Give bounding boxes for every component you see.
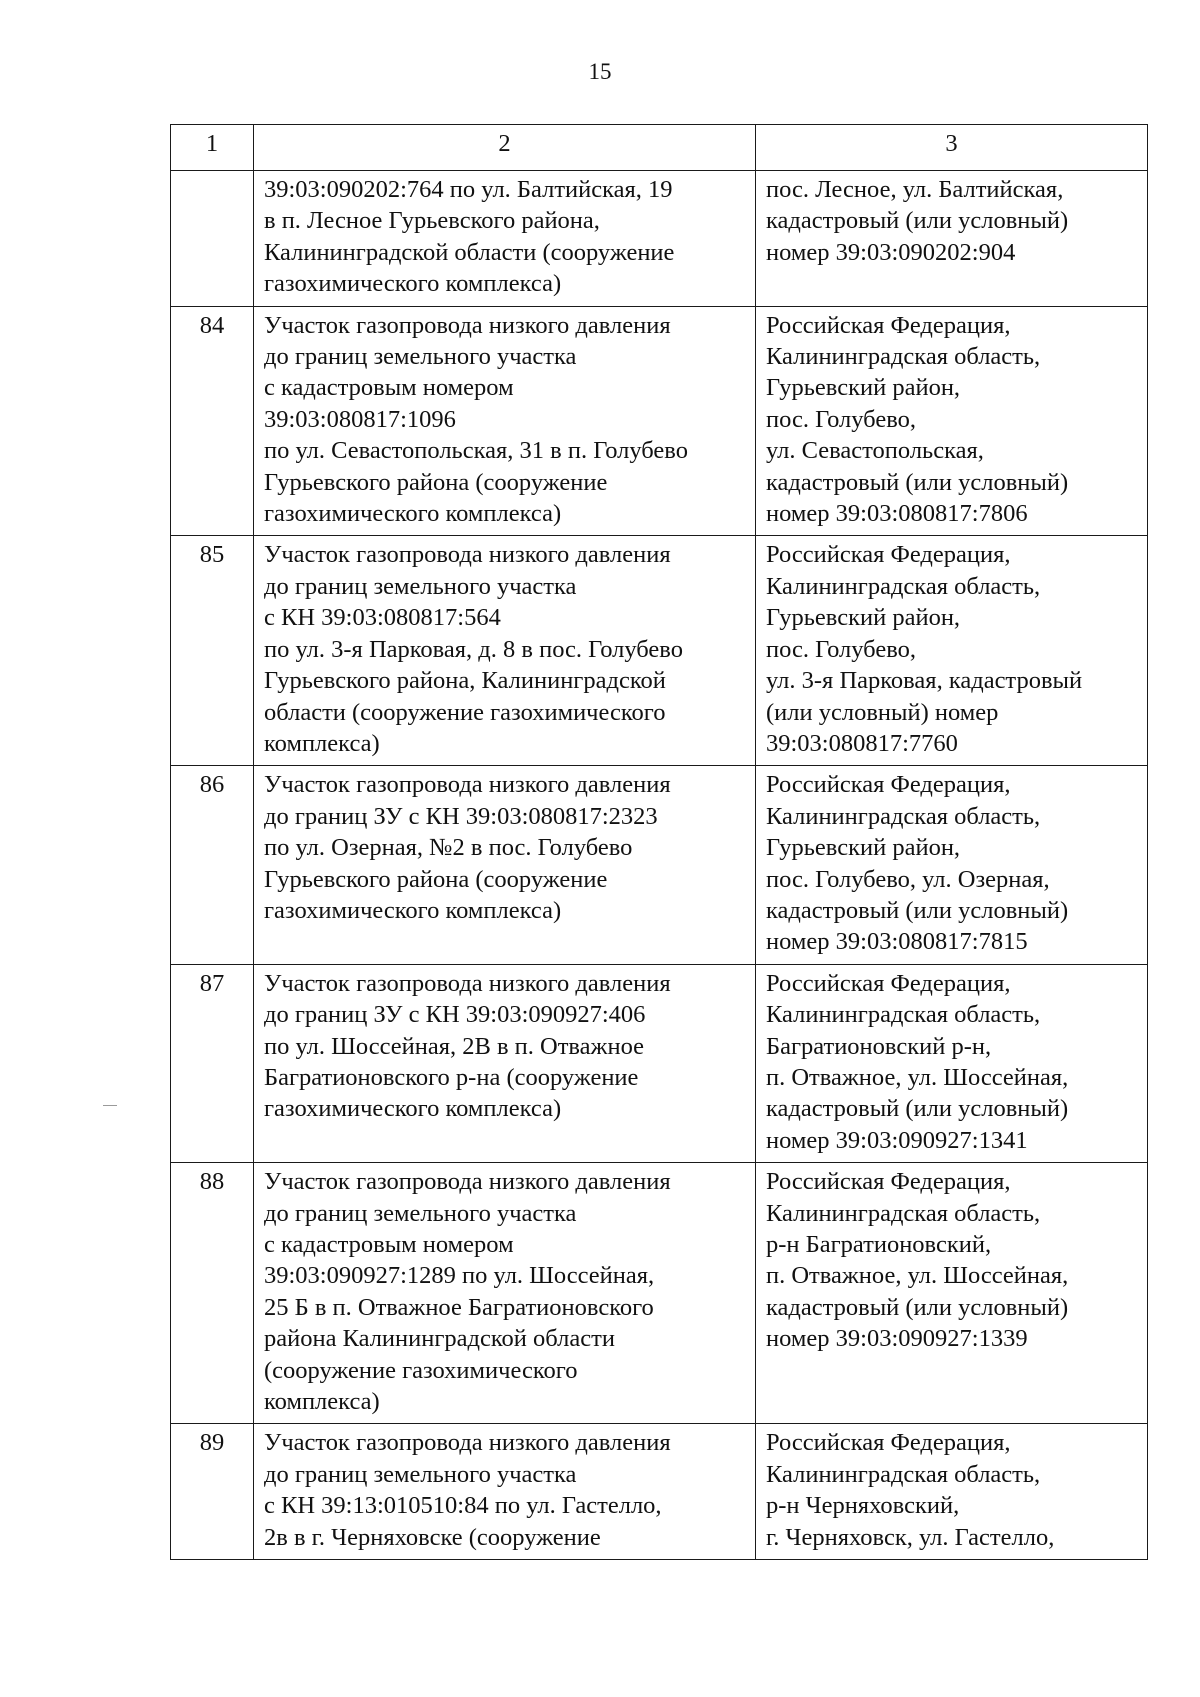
column-header-1: 1	[171, 125, 254, 171]
table-header-row	[171, 125, 1148, 171]
object-location: Российская Федерация, Калининградская область, Гурьевский район, пос. Голубево, ул. 3-я Парковая, кадастровый (или условный) номер 39:03:080817:7760	[756, 536, 1148, 766]
object-description: Участок газопровода низкого давления до границ ЗУ с КН 39:03:090927:406 по ул. Шоссейная, 2В в п. Отважное Багратионовского р-на (сооружение газохимического комплекса)	[254, 964, 756, 1162]
object-description: Участок газопровода низкого давления до границ земельного участка с кадастровым номером 39:03:080817:1096 по ул. Севастопольская, 31 в п. Голубево Гурьевского района (сооружение газохимического комплекса)	[254, 306, 756, 536]
table-row	[171, 1424, 1148, 1560]
object-location: Российская Федерация, Калининградская область, Гурьевский район, пос. Голубево, ул. Севастопольская, кадастровый (или условный) номер 39:03:080817:7806	[756, 306, 1148, 536]
object-location: Российская Федерация, Калининградская область, р-н Черняховский, г. Черняховск, ул. Гастелло,	[756, 1424, 1148, 1560]
table-row	[171, 171, 1148, 307]
object-location: пос. Лесное, ул. Балтийская, кадастровый (или условный) номер 39:03:090202:904	[756, 171, 1148, 307]
table-row	[171, 766, 1148, 964]
page-number: 15	[588, 59, 612, 84]
object-description: Участок газопровода низкого давления до границ земельного участка с КН 39:03:080817:564 по ул. 3-я Парковая, д. 8 в пос. Голубево Гурьевского района, Калининградской области (сооружение газохимического комплекса)	[254, 536, 756, 766]
column-header-2: 2	[254, 125, 756, 171]
object-location: Российская Федерация, Калининградская область, Багратионовский р-н, п. Отважное, ул. Шоссейная, кадастровый (или условный) номер 39:03:090927:1341	[756, 964, 1148, 1162]
row-number	[171, 171, 254, 307]
row-number: 89	[171, 1424, 254, 1560]
row-number: 87	[171, 964, 254, 1162]
object-description: 39:03:090202:764 по ул. Балтийская, 19 в п. Лесное Гурьевского района, Калининградской области (сооружение газохимического комплекса)	[254, 171, 756, 307]
table-row	[171, 306, 1148, 536]
table-row	[171, 536, 1148, 766]
margin-scan-mark	[103, 1105, 117, 1106]
row-number: 86	[171, 766, 254, 964]
object-description: Участок газопровода низкого давления до границ земельного участка с КН 39:13:010510:84 по ул. Гастелло, 2в в г. Черняховске (сооружение	[254, 1424, 756, 1560]
row-number: 85	[171, 536, 254, 766]
table-row	[171, 964, 1148, 1162]
object-description: Участок газопровода низкого давления до границ земельного участка с кадастровым номером 39:03:090927:1289 по ул. Шоссейная, 25 Б в п. Отважное Багратионовского района Калининградской области (сооружение газохимического комплекса)	[254, 1163, 756, 1424]
object-description: Участок газопровода низкого давления до границ ЗУ с КН 39:03:080817:2323 по ул. Озерная, №2 в пос. Голубево Гурьевского района (сооружение газохимического комплекса)	[254, 766, 756, 964]
table-row	[171, 1163, 1148, 1424]
row-number: 84	[171, 306, 254, 536]
object-location: Российская Федерация, Калининградская область, р-н Багратионовский, п. Отважное, ул. Шоссейная, кадастровый (или условный) номер 39:03:090927:1339	[756, 1163, 1148, 1424]
land-plot-table	[170, 124, 1148, 1560]
object-location: Российская Федерация, Калининградская область, Гурьевский район, пос. Голубево, ул. Озерная, кадастровый (или условный) номер 39:03:080817:7815	[756, 766, 1148, 964]
column-header-3: 3	[756, 125, 1148, 171]
row-number: 88	[171, 1163, 254, 1424]
